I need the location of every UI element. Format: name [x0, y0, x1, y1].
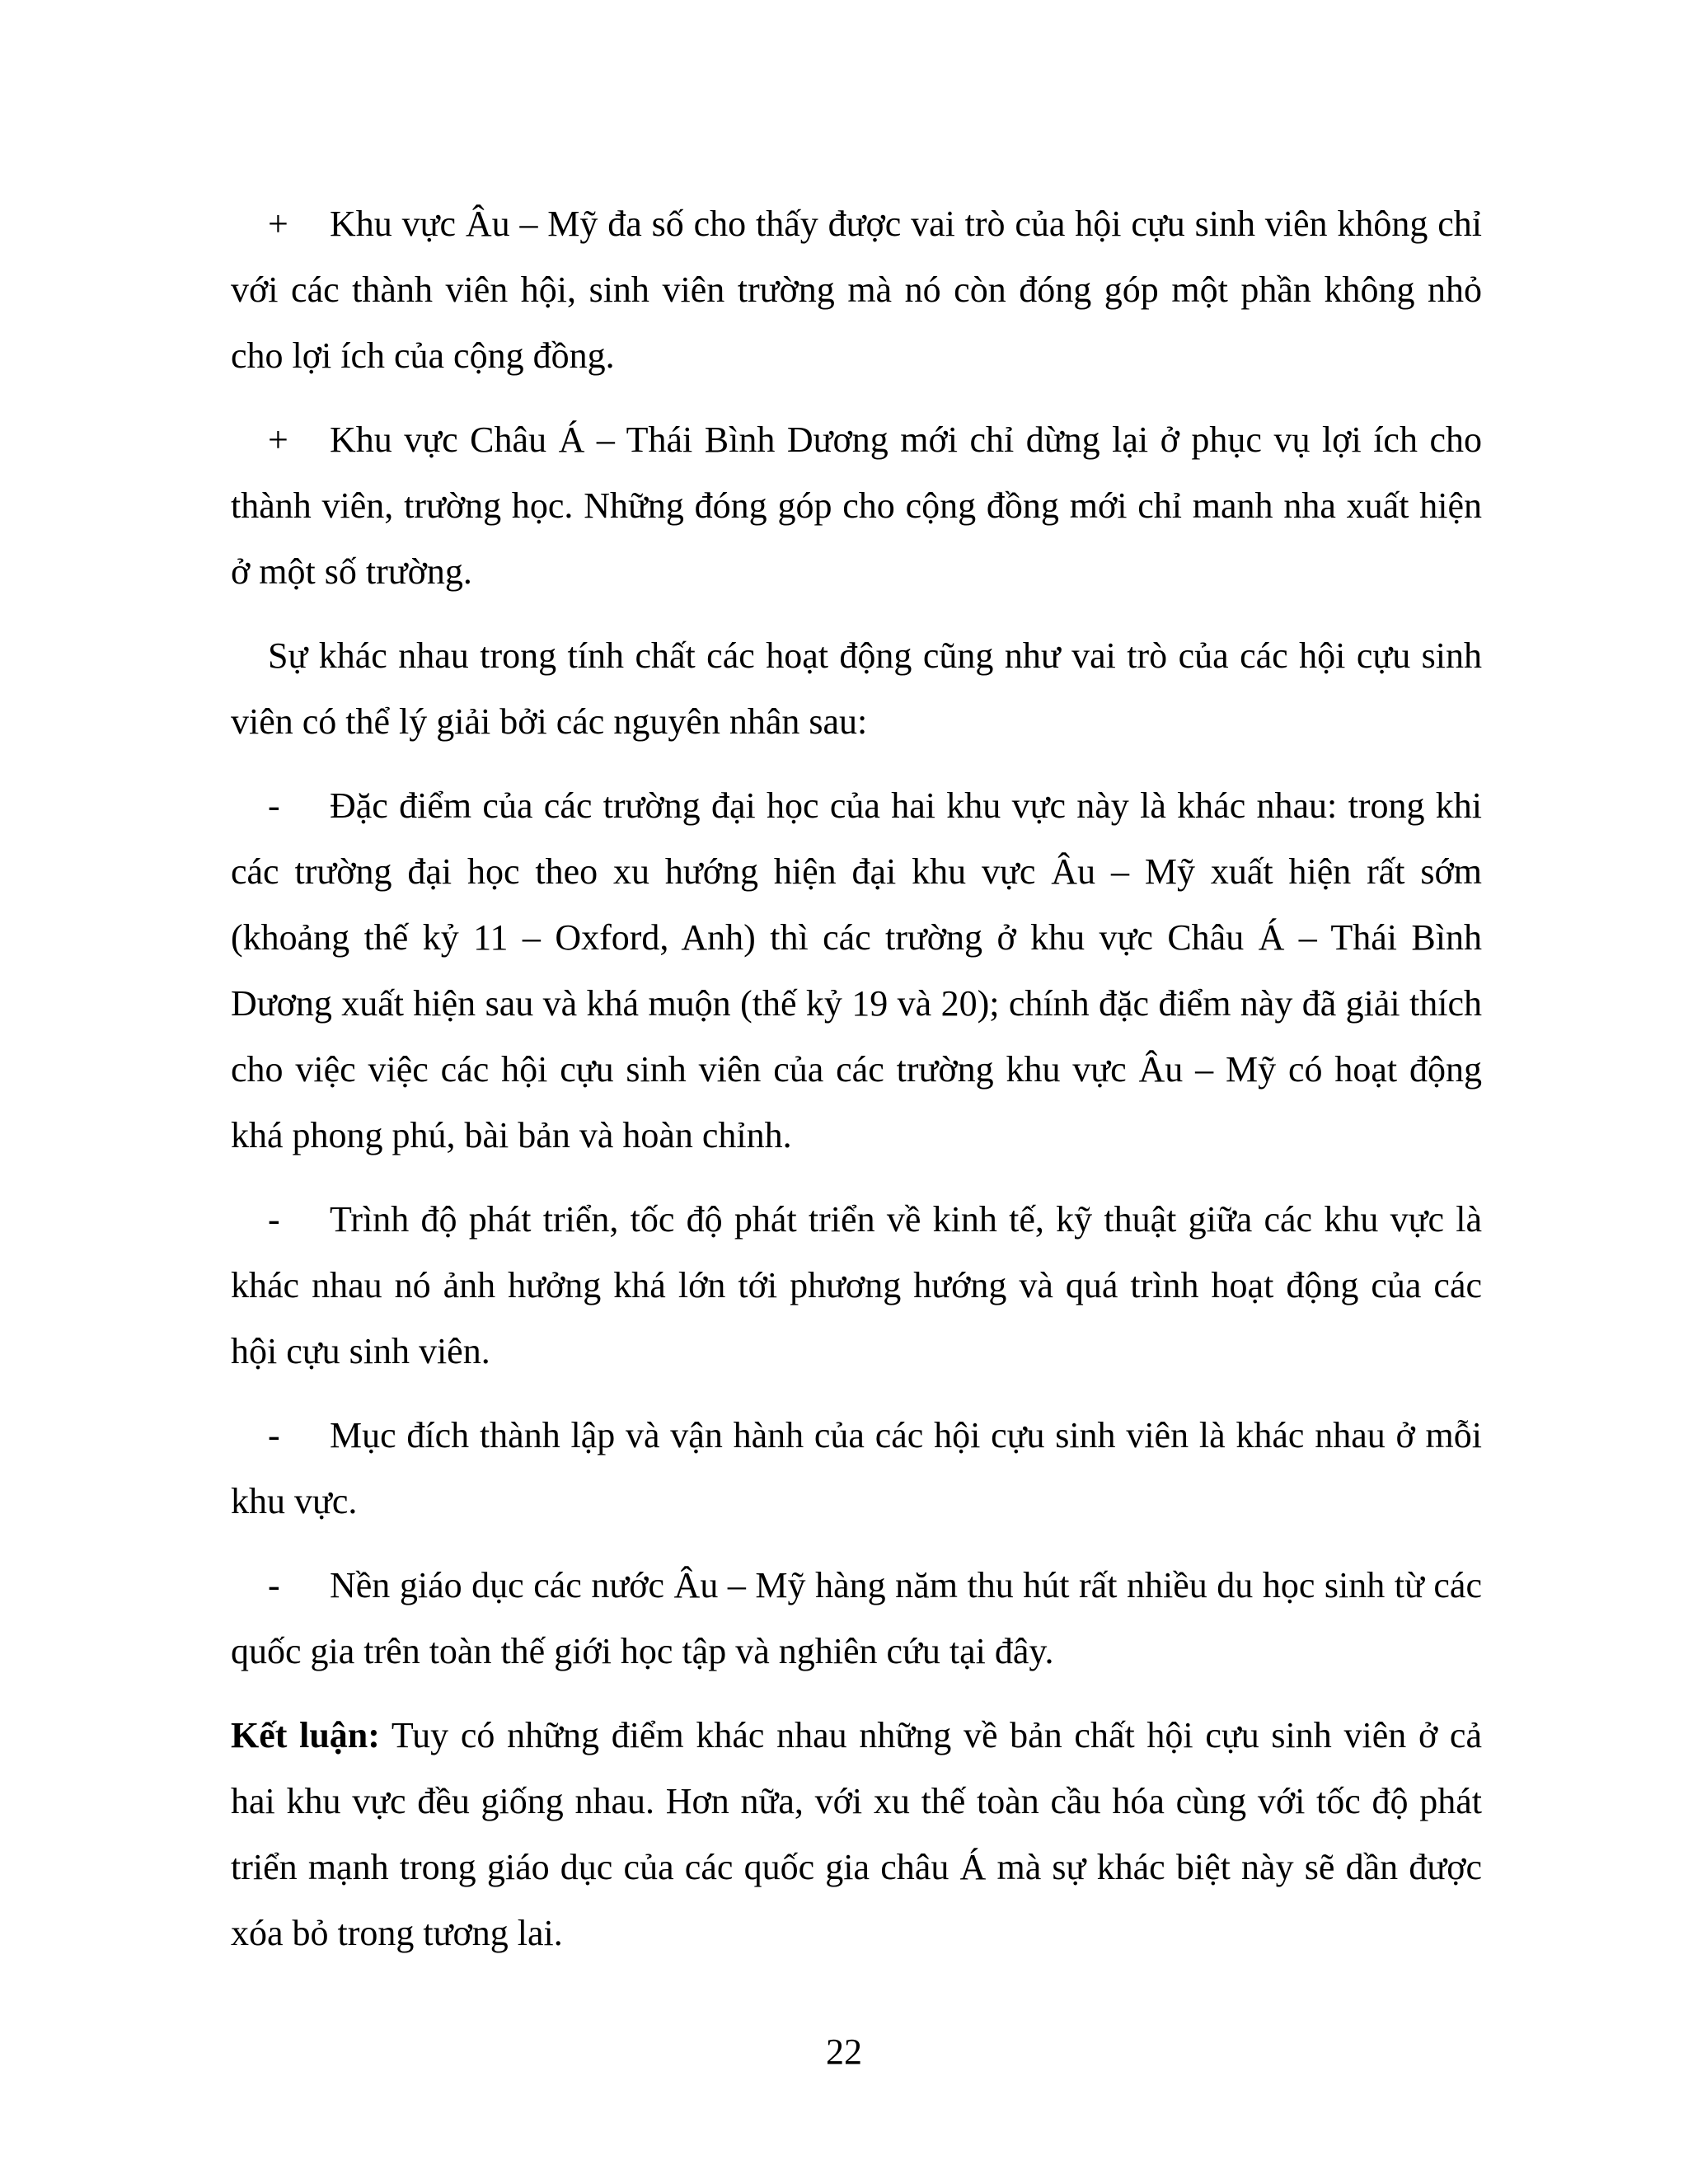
paragraph-text: Mục đích thành lập và vận hành của các hội cựu sinh viên là khác nhau ở mỗi khu vực. — [231, 1415, 1482, 1521]
bullet-paragraph-asia-pacific — [231, 407, 1482, 605]
conclusion-text: Tuy có những điểm khác nhau những về bản chất hội cựu sinh viên ở cả hai khu vực đều giống nhau. Hơn nữa, với xu thế toàn cầu hóa cùng với tốc độ phát triển mạnh trong giáo dục của các quốc gia châu Á mà sự khác biệt này sẽ dần được xóa bỏ trong tương lai. — [231, 1715, 1482, 1953]
dash-paragraph-education-attraction — [231, 1553, 1482, 1685]
paragraph-text: Khu vực Âu – Mỹ đa số cho thấy được vai trò của hội cựu sinh viên không chỉ với các thành viên hội, sinh viên trường mà nó còn đóng góp một phần không nhỏ cho lợi ích của cộng đồng. — [231, 204, 1482, 376]
dash-paragraph-development-level — [231, 1187, 1482, 1385]
paragraph-text: Đặc điểm của các trường đại học của hai khu vực này là khác nhau: trong khi các trường đại học theo xu hướng hiện đại khu vực Âu – Mỹ xuất hiện rất sớm (khoảng thế kỷ 11 – Oxford, Anh) thì các trường ở khu vực Châu Á – Thái Bình Dương xuất hiện sau và khá muộn (thế kỷ 19 và 20); chính đặc điểm này đã giải thích cho việc việc các hội cựu sinh viên của các trường khu vực Âu – Mỹ có hoạt động khá phong phú, bài bản và hoàn chỉnh. — [231, 785, 1482, 1155]
intro-paragraph-reasons — [231, 623, 1482, 755]
conclusion-label: Kết luận: — [231, 1715, 380, 1755]
dash-paragraph-purpose — [231, 1403, 1482, 1535]
dash-marker: - — [268, 1415, 280, 1455]
paragraph-text: Nền giáo dục các nước Âu – Mỹ hàng năm thu hút rất nhiều du học sinh từ các quốc gia trên toàn thế giới học tập và nghiên cứu tại đây. — [231, 1565, 1482, 1671]
bullet-paragraph-europe-america — [231, 191, 1482, 389]
dash-paragraph-university-characteristics — [231, 773, 1482, 1169]
dash-marker: - — [268, 1199, 280, 1240]
paragraph-text: Trình độ phát triển, tốc độ phát triển về kinh tế, kỹ thuật giữa các khu vực là khác nhau nó ảnh hưởng khá lớn tới phương hướng và quá trình hoạt động của các hội cựu sinh viên. — [231, 1199, 1482, 1371]
dash-marker: - — [268, 785, 280, 826]
paragraph-text: Khu vực Châu Á – Thái Bình Dương mới chỉ dừng lại ở phục vụ lợi ích cho thành viên, trường học. Những đóng góp cho cộng đồng mới chỉ manh nha xuất hiện ở một số trường. — [231, 419, 1482, 592]
plus-marker: + — [268, 419, 288, 460]
plus-marker: + — [268, 204, 288, 244]
page-number: 22 — [826, 2032, 862, 2072]
dash-marker: - — [268, 1565, 280, 1605]
document-body — [231, 191, 1482, 1985]
paragraph-text: Sự khác nhau trong tính chất các hoạt động cũng như vai trò của các hội cựu sinh viên có thể lý giải bởi các nguyên nhân sau: — [231, 635, 1482, 742]
conclusion-paragraph — [231, 1703, 1482, 1966]
